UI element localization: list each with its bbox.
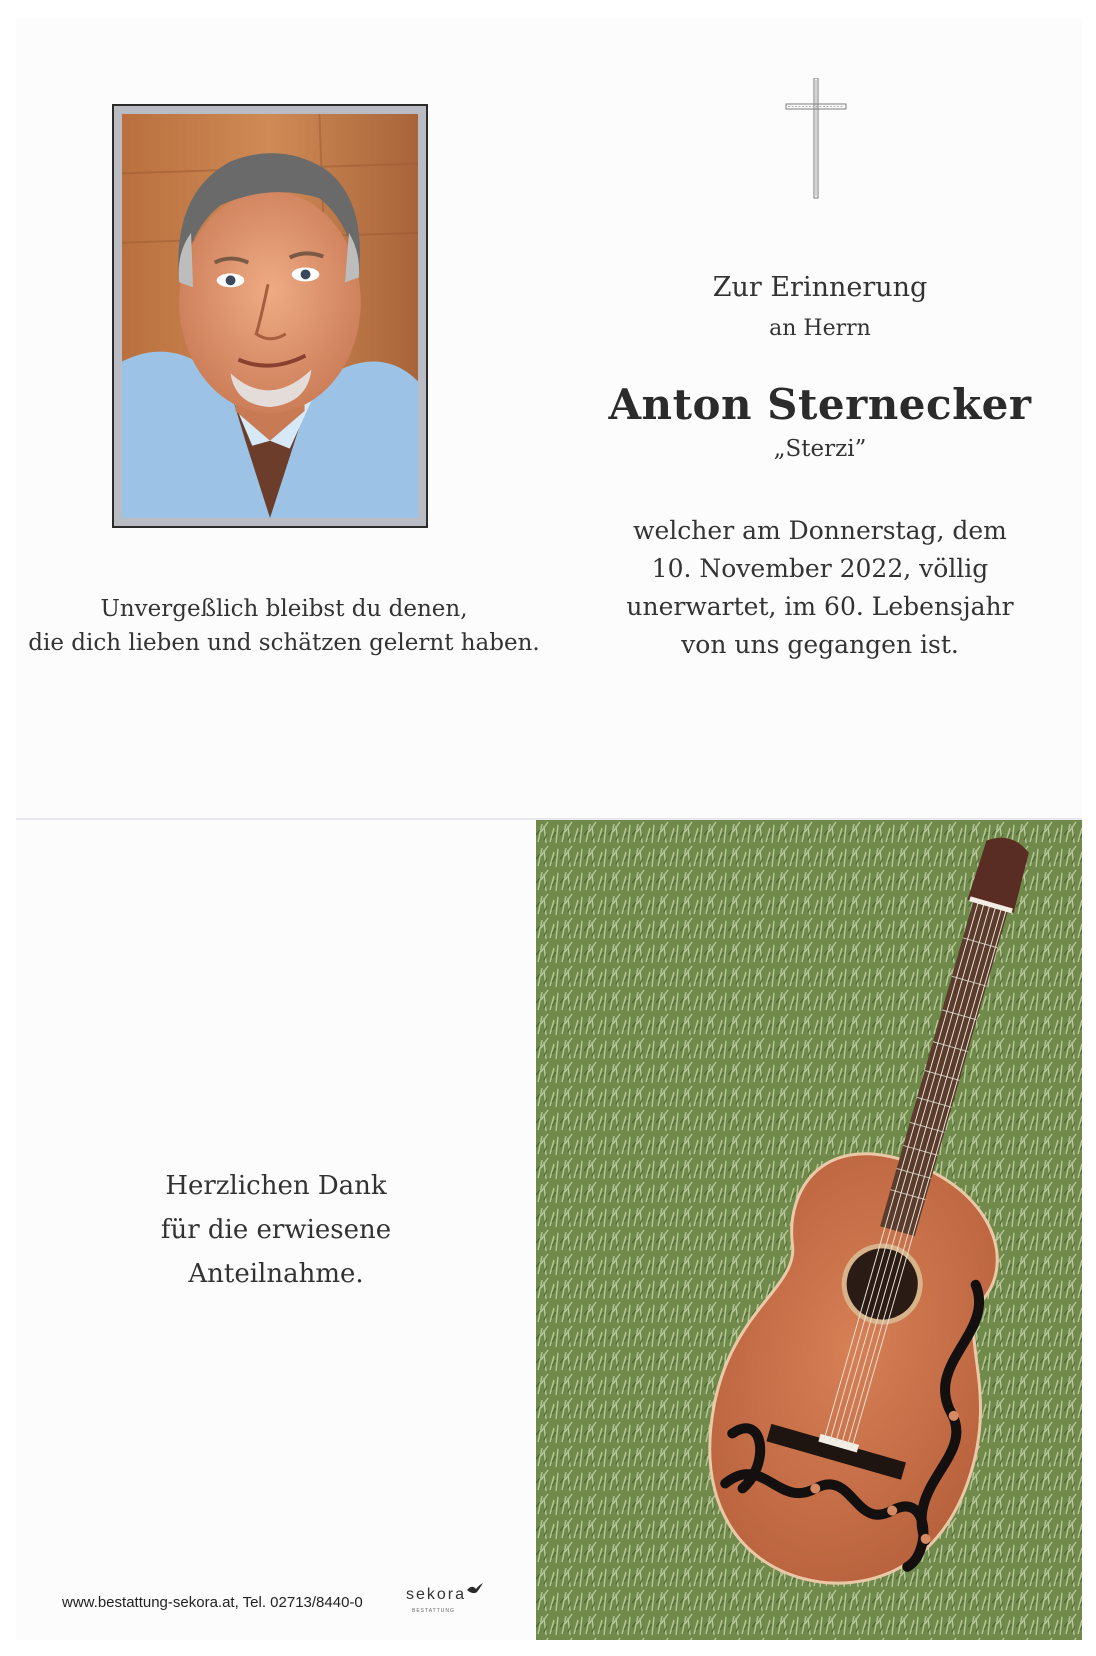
death-notice-line: 10. November 2022, völlig	[651, 554, 989, 583]
thanks-line: Anteilnahme.	[188, 1259, 364, 1289]
funeral-home-logo-sub: BESTATTUNG	[412, 1608, 455, 1614]
thanks-message	[16, 1164, 536, 1296]
verse-line: Unvergeßlich bleibst du denen,	[100, 596, 468, 622]
funeral-home-logo: sekora	[406, 1586, 467, 1603]
guitar-photo	[536, 820, 1082, 1640]
thanks-line: Herzlichen Dank	[165, 1171, 387, 1201]
death-notice-line: welcher am Donnerstag, dem	[633, 516, 1007, 545]
thanks-line: für die erwiesene	[160, 1215, 392, 1245]
death-notice-line: von uns gegangen ist.	[681, 630, 959, 659]
deceased-nickname: „Sterzi”	[773, 436, 867, 462]
funeral-home-contact: www.bestattung-sekora.at, Tel. 02713/8440-0	[62, 1594, 363, 1611]
verse-line: die dich lieben und schätzen gelernt haben.	[28, 630, 540, 656]
intro-line-sub: an Herrn	[769, 316, 871, 341]
death-notice-line: unerwartet, im 60. Lebensjahr	[626, 592, 1014, 621]
death-notice	[600, 512, 1040, 664]
memorial-verse	[16, 592, 552, 660]
cross-icon	[784, 78, 848, 206]
deceased-name: Anton Sternecker	[608, 380, 1032, 429]
bird-icon	[466, 1582, 484, 1596]
portrait-photo	[112, 104, 428, 528]
intro-line: Zur Erinnerung	[712, 272, 928, 303]
